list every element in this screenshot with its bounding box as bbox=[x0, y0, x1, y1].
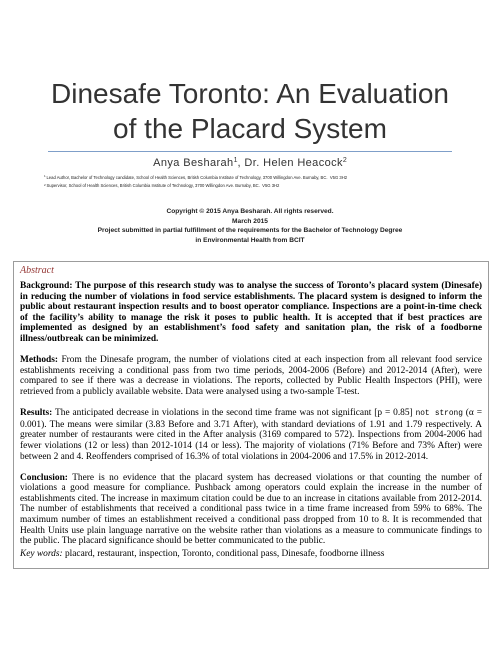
author-affiliation-mark: 1 bbox=[233, 157, 238, 164]
section-label: Background: bbox=[20, 281, 73, 291]
author-list bbox=[0, 156, 500, 170]
author-affiliation-mark: 2 bbox=[342, 157, 347, 164]
front-matter bbox=[0, 207, 500, 245]
submission-statement-line-2: in Environmental Health from BCIT bbox=[195, 236, 305, 244]
affiliation-text: Supervisor, School of Health Sciences, British Columbia Institute of Technology, 3700 Willingdon Ave. Burnaby, BC. V5G 3H2 bbox=[46, 183, 280, 189]
paper-title bbox=[0, 76, 500, 146]
keywords-label: Key words: bbox=[20, 549, 63, 560]
author-name: Anya Besharah bbox=[153, 157, 234, 169]
abstract-methods bbox=[20, 355, 482, 397]
submission-statement-line-1: Project submitted in partial fulfillment of the requirements for the Bachelor of Technology Degree bbox=[97, 227, 403, 235]
abstract-keywords bbox=[20, 549, 482, 560]
affiliation-mark: 2 bbox=[44, 183, 46, 188]
section-label: Results: bbox=[20, 408, 53, 419]
section-label: Methods: bbox=[20, 355, 59, 366]
section-text-emphasis: not strong bbox=[415, 410, 463, 419]
section-text: (α = 0.001). The means were similar (3.83 Before and 3.71 After), with standard deviations of 1.91 and 1.79 respectively. A greater number of restaurants were cited in the After analysis (3169 compared to 572). Inspections from 2004-2006 had fewer violations (12 or less) than 2012-1014 (14 or less). The majority of violations (71% Before and 73% After) were between 2 and 4. Reoffenders comprised of 16.3% of total violations in 2004-2006 and 17.5% in 2012-2014. bbox=[20, 408, 483, 462]
submission-date: March 2015 bbox=[232, 217, 268, 225]
abstract-heading: Abstract bbox=[20, 265, 54, 276]
section-text: The purpose of this research study was to analyse the success of Toronto’s placard system (Dinesafe) in reducing the number of violations in food service establishments. The placard system is designed to inform the public about restaurant inspection results and to boost operator compliance. Inspections are a point-in-time check of the facility’s ability to manage the risk it poses to public health. It is accepted that if best practices are implemented as designed by an establishment’s food safety and sanitation plan, the risk of a foodborne illness/outbreak can be minimized. bbox=[20, 281, 482, 344]
abstract-background bbox=[20, 281, 482, 345]
section-text: There is no evidence that the placard system has decreased violations or that counting the number of violations a good measure for compliance. Pushback among operators could explain the increase in the number of establishments cited. The increase in maximum citation could be due to an increase in citations available from 2012-2014. The number of establishments that received a conditional pass twice in a time frame increased from 59% to 68%. The maximum number of times an establishment received a conditional pass dropped from 10 to 8. It is recommended that Health Units use plain language narrative on the website rather than violations as a measure to communicate findings to the public. The placard significance should be better communicated to the public. bbox=[20, 472, 482, 547]
section-label: Conclusion: bbox=[20, 472, 68, 483]
copyright-notice: Copyright © 2015 Anya Besharah. All rights reserved. bbox=[166, 208, 334, 216]
abstract-conclusion bbox=[20, 473, 482, 547]
section-text: The anticipated decrease in violations in the second time frame was not significant [p = 0.85] bbox=[55, 408, 413, 419]
title-rule bbox=[48, 151, 452, 152]
abstract-box bbox=[13, 261, 489, 569]
affiliation-2 bbox=[44, 182, 484, 191]
affiliation-mark: 1 bbox=[44, 174, 46, 179]
author-name: Dr. Helen Heacock bbox=[244, 157, 343, 169]
affiliations bbox=[44, 174, 484, 191]
keywords-text: placard, restaurant, inspection, Toronto, conditional pass, Dinesafe, foodborne illness bbox=[64, 549, 385, 560]
abstract-results bbox=[20, 408, 482, 462]
affiliation-1 bbox=[44, 174, 484, 183]
author-separator: , bbox=[237, 157, 245, 169]
paper-title-line-2: of the Placard System bbox=[113, 113, 387, 144]
affiliation-text: Lead Author, Bachelor of Technology candidate, School of Health Sciences, British Columbia Institute of Technology, 3700 Willingdon Ave. Burnaby, BC. V5G 3H2 bbox=[46, 174, 348, 180]
paper-title-line-1: Dinesafe Toronto: An Evaluation bbox=[51, 78, 449, 109]
section-text: From the Dinesafe program, the number of violations cited at each inspection from all relevant food service establishments receiving a conditional pass from two time periods, 2004-2006 (Before) and 2012-2014 (After), were compared to see if there was a decrease in violations. The reports, collected by Public Health Inspectors (PHI), were retrieved from a publicly available website. Data were analysed using a two-sample T-test. bbox=[20, 355, 483, 397]
